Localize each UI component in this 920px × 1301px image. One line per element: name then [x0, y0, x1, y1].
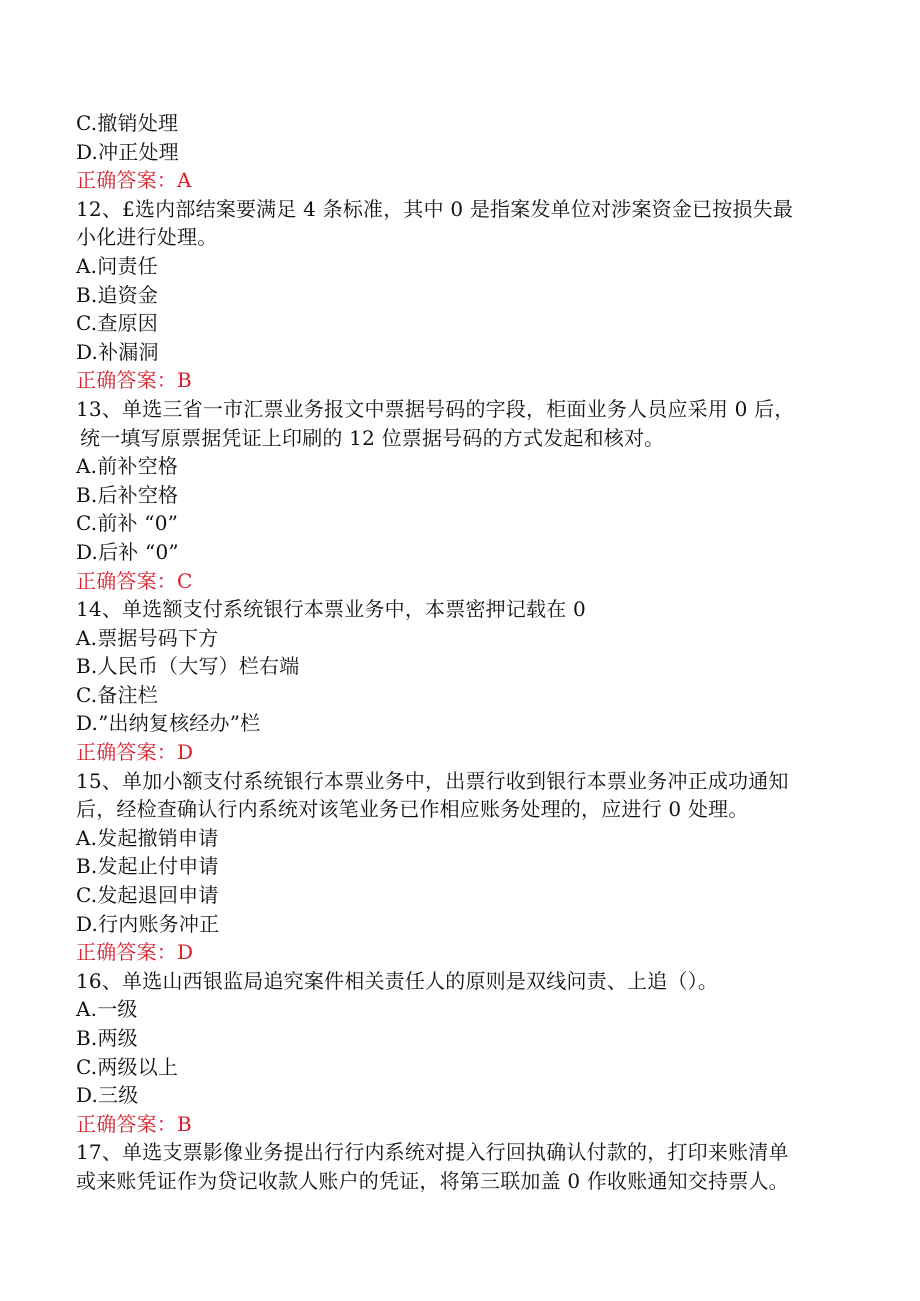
answer-option: D.补漏洞: [76, 339, 159, 364]
question-text: 15、单加小额支付系统银行本票业务中，出票行收到银行本票业务冲正成功通知: [76, 768, 789, 793]
answer-option: A.问责任: [76, 253, 158, 278]
document-page: [76, 109, 846, 1196]
answer-option: A.票据号码下方: [76, 625, 219, 650]
answer-option: C.备注栏: [76, 682, 158, 707]
correct-answer: 正确答案：D: [76, 940, 194, 965]
answer-option: D.行内账务冲正: [76, 911, 220, 936]
answer-option: D.后补 “0”: [76, 539, 179, 564]
answer-option: B.两级: [76, 1026, 138, 1050]
answer-option: B.后补空格: [76, 482, 179, 507]
answer-option: A.前补空格: [76, 454, 179, 479]
answer-option: C.两级以上: [76, 1054, 179, 1079]
correct-answer: 正确答案：B: [76, 368, 192, 393]
answer-option: B.追资金: [76, 282, 159, 307]
answer-option: C.前补 “0”: [76, 511, 179, 536]
answer-option: D.冲正处理: [76, 139, 179, 164]
question-text: 17、单选支票影像业务提出行行内系统对提入行回执确认付款的，打印来账清单: [76, 1140, 789, 1165]
answer-option: D.”出纳复核经办”栏: [76, 711, 261, 736]
question-text: 统一填写原票据凭证上印刷的 12 位票据号码的方式发起和核对。: [80, 425, 665, 450]
answer-option: B.发起止付申请: [76, 854, 219, 879]
question-text: 或来账凭证作为贷记收款人账户的凭证，将第三联加盖 0 作收账通知交持票人。: [76, 1168, 789, 1193]
question-text: 14、单选额支付系统银行本票业务中，本票密押记载在 0: [76, 597, 586, 622]
question-text: 小化进行处理。: [76, 225, 218, 250]
correct-answer: 正确答案：B: [76, 1111, 192, 1136]
answer-option: C.发起退回申请: [76, 883, 219, 908]
question-text: 后，经检查确认行内系统对该笔业务已作相应账务处理的，应进行 0 处理。: [76, 797, 749, 822]
question-text: 12、£选内部结案要满足 4 条标准，其中 0 是指案发单位对涉案资金已按损失最: [76, 196, 794, 221]
answer-option: A.发起撤销申请: [76, 825, 219, 850]
question-text: 13、单选三省一市汇票业务报文中票据号码的字段，柜面业务人员应采用 0 后，: [76, 396, 795, 421]
question-text: 16、单选山西银监局追究案件相关责任人的原则是双线问责、上追（）。: [76, 968, 719, 993]
answer-option: C.撤销处理: [76, 111, 179, 135]
answer-option: C.查原因: [76, 311, 158, 336]
correct-answer: 正确答案：D: [76, 740, 194, 765]
answer-option: A.一级: [76, 997, 138, 1022]
answer-option: D.三级: [76, 1083, 139, 1108]
answer-option: B.人民币（大写）栏右端: [76, 654, 300, 679]
correct-answer: 正确答案：C: [76, 568, 193, 593]
correct-answer: 正确答案：A: [76, 168, 192, 193]
